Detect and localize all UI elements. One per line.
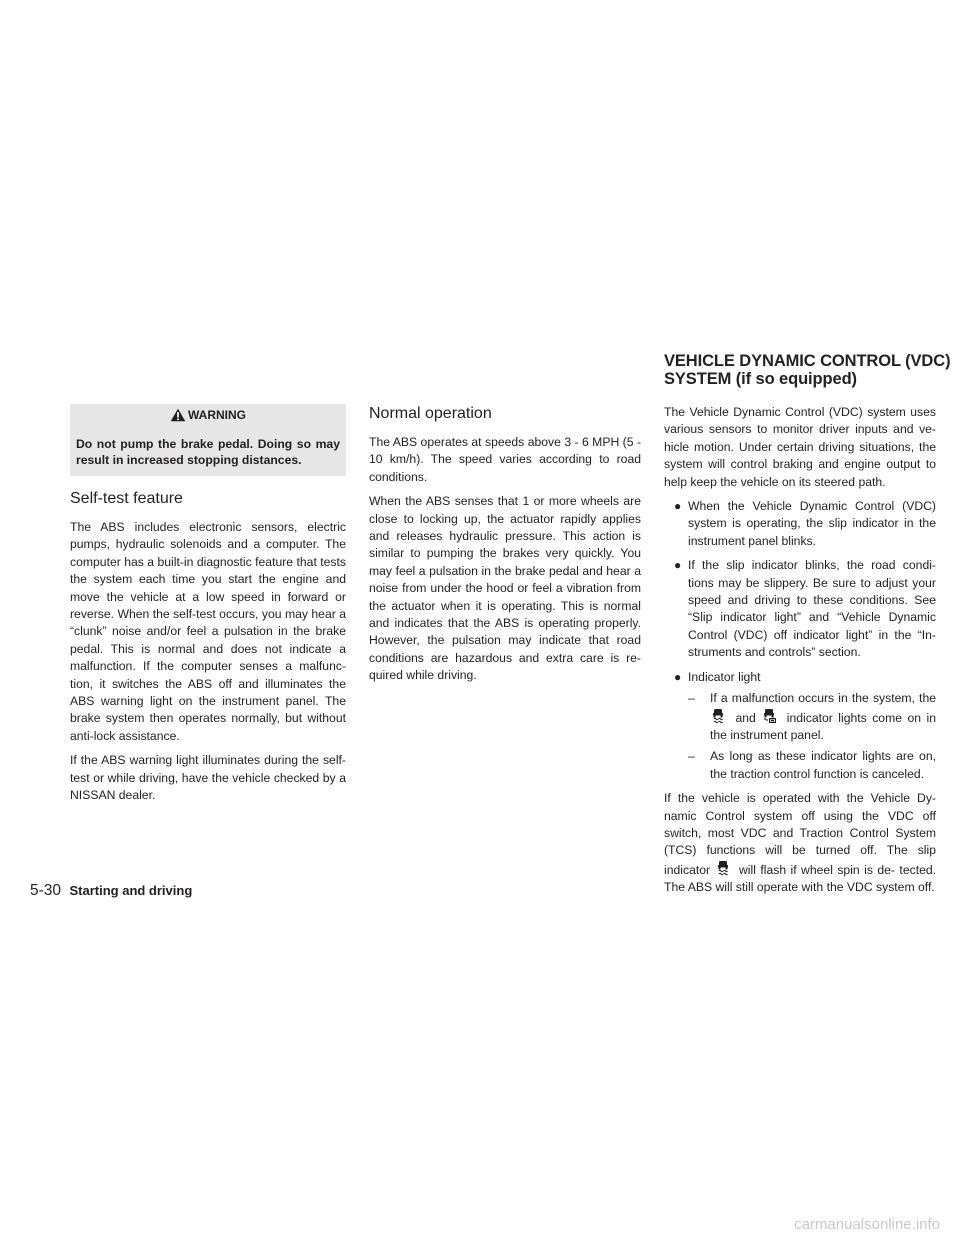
column-right	[664, 404, 936, 897]
sub-item-text: As long as these indicator lights are on, the traction control function is canceled.	[710, 749, 936, 781]
self-test-paragraph-2: If the ABS warning light illuminates during the self-test or while driving, have the vehicle checked by a NISSAN dealer.	[70, 753, 346, 803]
self-test-paragraph-1: The ABS includes electronic sensors, electric pumps, hydraulic solenoids and a computer. The computer has a built-in diagnostic feature that tests the system each time you start the engine and move the vehicle at a low speed in forward or reverse. When the self-test occurs, you may hear a “clunk” noise and/or feel a pulsation in the brake pedal. This is normal and does not indicate a malfunction. If the computer senses a malfunc- tion, it switches the ABS off and illuminates the ABS warning light on the instrument panel. The brake system then operates normally, but without anti-lock assistance.	[70, 520, 346, 743]
slip-indicator-icon	[715, 860, 735, 876]
warning-text: Do not pump the brake pedal. Doing so may result in increased stopping distances.	[76, 437, 340, 467]
page-number: 5-30	[30, 882, 62, 899]
bullet-glyph: ●	[674, 558, 682, 573]
bullet-text: Indicator light	[688, 669, 761, 684]
section-title	[664, 352, 954, 388]
vdc-outro-b: will flash if wheel spin is de- tected. The ABS will still operate with the VDC system off.	[664, 862, 937, 895]
bullet-text: When the Vehicle Dynamic Control (VDC) system is operating, the slip indicator in the instrument panel blinks.	[688, 499, 936, 548]
warning-box	[70, 404, 346, 476]
list-item	[664, 669, 936, 783]
bullet-glyph: ●	[674, 669, 682, 684]
warning-label: WARNING	[188, 408, 246, 422]
vdc-outro-a: If the vehicle is operated with the Vehicle Dy- namic Control system off using the VDC off switch, most VDC and Traction Control System (TCS) functions will be turned off. The slip indicator	[664, 791, 936, 877]
dash-glyph: –	[688, 749, 695, 764]
footer-section-name: Starting and driving	[69, 883, 193, 898]
vdc-intro: The Vehicle Dynamic Control (VDC) system uses various sensors to monitor driver inputs and ve- hicle motion. Under certain driving situations, the system will control braking and engine output to help keep the vehicle on its steered path.	[664, 405, 936, 489]
section-title-line-2: SYSTEM (if so equipped)	[664, 370, 857, 388]
list-item	[664, 498, 936, 550]
bullet-glyph: ●	[674, 499, 682, 514]
self-test-heading: Self-test feature	[70, 490, 183, 507]
slip-indicator-icon	[710, 708, 730, 724]
normal-operation-paragraph-2: When the ABS senses that 1 or more wheels are close to locking up, the actuator rapidly applies and releases hydraulic pressure. This action is similar to pumping the brakes very quickly. You may feel a pulsation in the brake pedal and hear a noise from under the hood or feel a vibration from the actuator when it is operating. This is normal and indicates that the ABS is operating properly. However, the pulsation may indicate that road conditions are hazardous and extra care is re- quired while driving.	[369, 494, 641, 683]
page-footer	[30, 882, 192, 900]
normal-operation-heading: Normal operation	[369, 405, 492, 422]
watermark-link[interactable]: carmanualsonline.info	[794, 1216, 940, 1233]
column-middle	[369, 404, 641, 685]
sub-item-text-a: If a malfunction occurs in the system, the	[710, 691, 936, 706]
indicator-sub-list	[688, 690, 936, 783]
vdc-off-indicator-icon	[761, 708, 781, 724]
section-title-line-1: VEHICLE DYNAMIC CONTROL (VDC)	[664, 352, 951, 370]
sub-item-text-b: and	[735, 710, 756, 725]
warning-triangle-icon	[170, 408, 186, 422]
warning-header	[70, 404, 346, 426]
column-left	[70, 404, 346, 805]
list-item	[688, 748, 936, 783]
normal-operation-paragraph-1: The ABS operates at speeds above 3 - 6 MPH (5 - 10 km/h). The speed varies according to road conditions.	[369, 435, 641, 484]
vdc-bullet-list	[664, 498, 936, 783]
bullet-text: If the slip indicator blinks, the road condi- tions may be slippery. Be sure to adjust your speed and driving to these conditions. See “Slip indicator light” and “Vehicle Dynamic Control (VDC) off indicator light” in the “In- struments and controls” section.	[688, 558, 936, 660]
dash-glyph: –	[688, 691, 695, 706]
list-item	[664, 557, 936, 661]
vdc-outro	[664, 790, 936, 896]
sub-item-text-c: indicator lights come on in the instrument panel.	[710, 710, 936, 742]
list-item	[688, 690, 936, 744]
